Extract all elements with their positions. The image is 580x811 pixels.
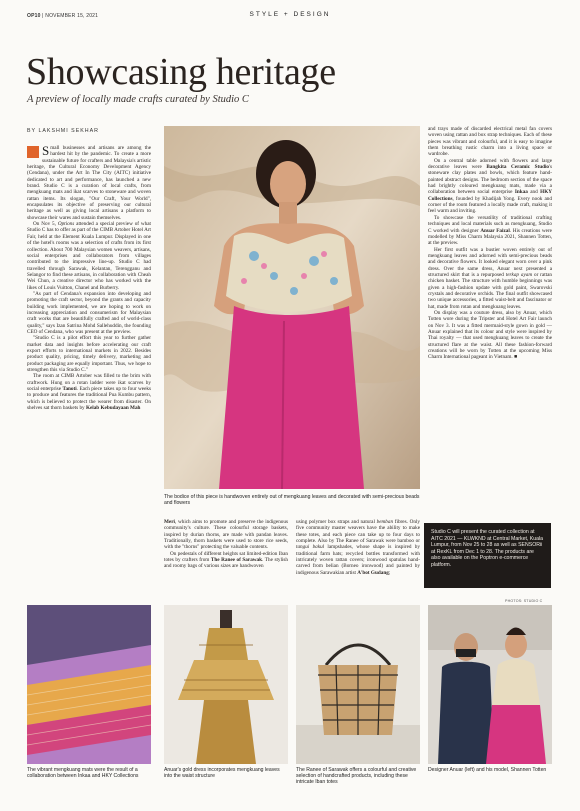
event-info-box: Studio C will present the curated collection at AITC 2021 — KLWKND at Central Market, Kuala Lumpur, from Nov 25 to 28 as well as SENSORii at RexKL from Dec 1 to 28. The products are also available on the Poptron e-commerce platform. <box>424 523 551 588</box>
mats-illustration <box>27 605 151 764</box>
brand-name: Meri <box>164 519 175 525</box>
article-column-4 <box>428 126 552 516</box>
paragraph-text: On Nov 5, <box>33 221 58 228</box>
paragraph-text: Her first outfit was a bustier woven entirely out of mengkuang leaves and adorned with semi-precious beads and decorative flowers. It looked elegant worn over a pink dress. Over the same dress, Anuar next presented a structured skirt that is a repurposed <box>428 246 552 278</box>
subheadline: A preview of locally made crafts curated by Studio C <box>27 94 249 105</box>
publication-name: Options <box>57 221 75 228</box>
paragraph-text: mall businesses and artisans are among the hardest hit by the pandemic. To create a more sustainable future for crafters and Malaysia's artistic heritage, the Cultural Economy Development Agency (Cendana), under the Art In The City (AITC) initiative dedicated to art and performance, has launched a new brand. Studio C is a curation of local crafts, from mengkuang mats and ikat scarves to stoneware and woven rattan items. Its slogan, "Our Craft, Your World", encapsulates its objective of preserving our cultural heritage as well as giving local artisans a platform to showcase their wares and sustain themselves. <box>27 145 151 221</box>
term: tangui bakul <box>296 544 325 551</box>
paragraph <box>428 310 552 361</box>
paragraph-text: To showcase the versatility of traditional crafting techniques and local materials such as mengkuang, Studio C worked with designer <box>428 214 552 234</box>
brand-name: Tanoti <box>62 386 77 393</box>
paragraph-text: or rattan chicken basket. The structure with humble beginnings was given a high-fashion update with gold paint, Swarovski crystals and decorative orchids. The final outfit showcased two unique accessories, a fitted waist-belt and fascinator or hat, made from rotan and mengkuang leaves. <box>428 271 552 310</box>
brand-name: The Ranee of Sarawak <box>210 557 263 564</box>
photo-iban-totes <box>296 605 420 764</box>
paragraph <box>164 519 288 551</box>
paragraph-text: On a central table adorned with flowers and large decorative leaves were <box>428 157 552 171</box>
headline: Showcasing heritage <box>26 51 336 93</box>
gold-dress-illustration <box>164 605 288 764</box>
paragraph <box>27 145 151 221</box>
photo-credit: PHOTOS: STUDIO C <box>505 599 543 603</box>
paragraph-text: , which aims to promote and preserve the indigenous community's culture. These colourful storage baskets, inspired by durian thorns, are made with pandan leaves. Traditionally, thorn baskets were used to store rice seeds, with the "thorns" protecting the valuable contents. <box>164 519 288 551</box>
paragraph <box>428 215 552 247</box>
paragraph: and trays made of discarded electrical metal fan covers woven using rattan and box strap techniques. Each of these pieces was vibrant and colourful, and it is easy to imagine them breathing rustic charm into a living space or wardrobe. <box>428 126 552 158</box>
end-mark-icon: ■ <box>514 354 518 361</box>
paragraph-text: . His creations were modelled by Miss Charm Malaysia 2021, Shannen Totten, at the preview. <box>428 227 552 247</box>
paragraph-text: lampshades, whose shape is inspired by traditional farm hats; recycled bottles transformed with intricately woven rattan covers; ironwood spatulas hand-carved from belian (Borneo ironwood) and painted by indigenous Sarawakian artist <box>296 544 420 576</box>
issue-date: NOVEMBER 15, 2021 <box>45 13 99 19</box>
paragraph-text: fibres. Only five community master weavers have the ability to make these totes, and each piece can take up to four days to complete. Also by The Ranee of Sarawak were bamboo or <box>296 519 420 545</box>
paragraph-text: using polymer box straps and natural <box>296 519 377 525</box>
paragraph-text: 's stoneware clay plates and bowls, which feature hand-painted abstract designs. The bedroom section of the space had brightly coloured mengkuang mats, made via a collaboration between social enterprise <box>428 164 552 196</box>
photo-gold-dress <box>164 605 288 764</box>
paragraph-text: attended a special preview of what Studio C has to offer as part of the CIMB Artober Hotel Art Fair, held at the Element Kuala Lumpur. Displayed in one of the hotel's rooms was a selection of crafts from its first collection. About 700 Malaysian women weavers, artisans, social enterprises and collaborators from villages contributed to the impressive line-up. Studio C had travelled through Sarawak, Kelantan, Terengganu and Selangor to find these artisans, in collaboration with Cheah Wei Chun, a creative director who has worked with the likes of Louis Vuitton, Chanel and Burberry. <box>27 221 151 291</box>
drop-cap: S <box>42 145 50 158</box>
paragraph-text: On display was a couture dress, also by Anuar, which Totten wore during the Tripster and Hotel Art Fair launch on Nov 3. It was a fitted mermaid-style gown in gold — Anuar explained that its colour and style were inspired by Thai royalty — that used mengkuang leaves to create the structured flare at the waist. All these fashion-forward creations will be worn by Totten at the upcoming Miss Charm International pageant in Vietnam. <box>428 309 552 361</box>
paragraph-text: and <box>527 189 541 196</box>
section-label: STYLE + DESIGN <box>249 11 331 18</box>
artist-name: A'bot Gudang <box>357 569 389 576</box>
section-marker-icon <box>27 146 39 158</box>
paragraph: "Studio C is a pilot effort this year to further gather market data and insights before accelerating our craft export efforts to international markets in 2022. Besides product quality, pricing, timely delivery, marketing and product packaging are equally important. Thus, we hope to strengthen this via Studio C." <box>27 335 151 374</box>
model-photo-illustration <box>164 126 420 489</box>
term: terkap ayam <box>505 271 533 278</box>
paragraph-text: . The stylish and roomy bags of various sizes are handwoven <box>164 557 288 570</box>
main-photo-caption: The bodice of this piece is handwoven entirely out of mengkuang leaves and decorated with semi-precious beads and flowers <box>164 494 420 507</box>
designer-name: Anuar Faizal <box>480 227 510 234</box>
photo-caption: Designer Anuar (left) and his model, Shannen Totten <box>428 767 547 773</box>
photo-mengkuang-mats <box>27 605 151 764</box>
term: bemban <box>376 519 394 525</box>
paragraph <box>27 373 151 411</box>
byline: BY LAKSHMI SEKHAR <box>27 128 99 134</box>
paragraph <box>164 551 288 570</box>
brand-name: Inkaa <box>514 189 528 196</box>
photo-caption: Anuar's gold dress incorporates mengkuang leaves into the waist structure <box>164 767 280 780</box>
paragraph-text: . Each piece takes up to four weeks to produce and features the traditional Pua Kumbu pattern, which is believed to protect the wearer from disaster. On shelves sat thorn baskets by <box>27 386 151 412</box>
main-photo-model-bodice <box>164 126 420 489</box>
paragraph <box>27 221 151 291</box>
photo-designer-and-model <box>428 605 552 764</box>
paragraph <box>428 158 552 215</box>
photo-caption: The vibrant mengkuang mats were the result of a collaboration between Inkaa and HKY Collections <box>27 767 139 780</box>
paragraph-text: ; <box>388 569 391 576</box>
brand-name: Kelab Kebudayaan Mah <box>85 405 141 412</box>
brand-name: HKY Collections <box>428 189 552 202</box>
article-column-3 <box>296 519 420 589</box>
brand-name: Bangkita Ceramic Studio <box>486 164 550 171</box>
totes-illustration <box>296 605 420 764</box>
designer-model-illustration <box>428 605 552 764</box>
paragraph: "As part of Cendana's expansion into developing and promoting the craft sector, beyond the grants and capacity building work implemented, we are hoping to work on increasing appreciation and consumerism for Malaysian craft works that are beautifully crafted and of world-class quality," says Izan Satrina Mohd Sallehuddin, the founding CEO of Cendana, who was present at the preview. <box>27 290 151 335</box>
article-column-1 <box>27 145 151 585</box>
paragraph <box>296 519 420 576</box>
paragraph <box>428 247 552 310</box>
page-folio: OP10 | NOVEMBER 15, 2021 <box>27 13 99 19</box>
paragraph-text: On pedestals of different heights sat limited-edition Iban totes by crafters from <box>164 550 288 564</box>
paragraph-text: The room at CIMB Artober was filled to the brim with craftwork. Hung on a rotan ladder were ikat scarves by social enterprise <box>27 373 151 393</box>
article-column-2 <box>164 519 288 589</box>
page-number: OP10 <box>27 13 41 19</box>
paragraph-text: , founded by Khadijah Yong. Every nook and corner of the room featured a locally made craft, making it feel warm and inviting. <box>428 195 552 215</box>
photo-caption: The Ranee of Sarawak offers a colourful and creative selection of handcrafted products, including these intricate Iban totes <box>296 767 417 786</box>
